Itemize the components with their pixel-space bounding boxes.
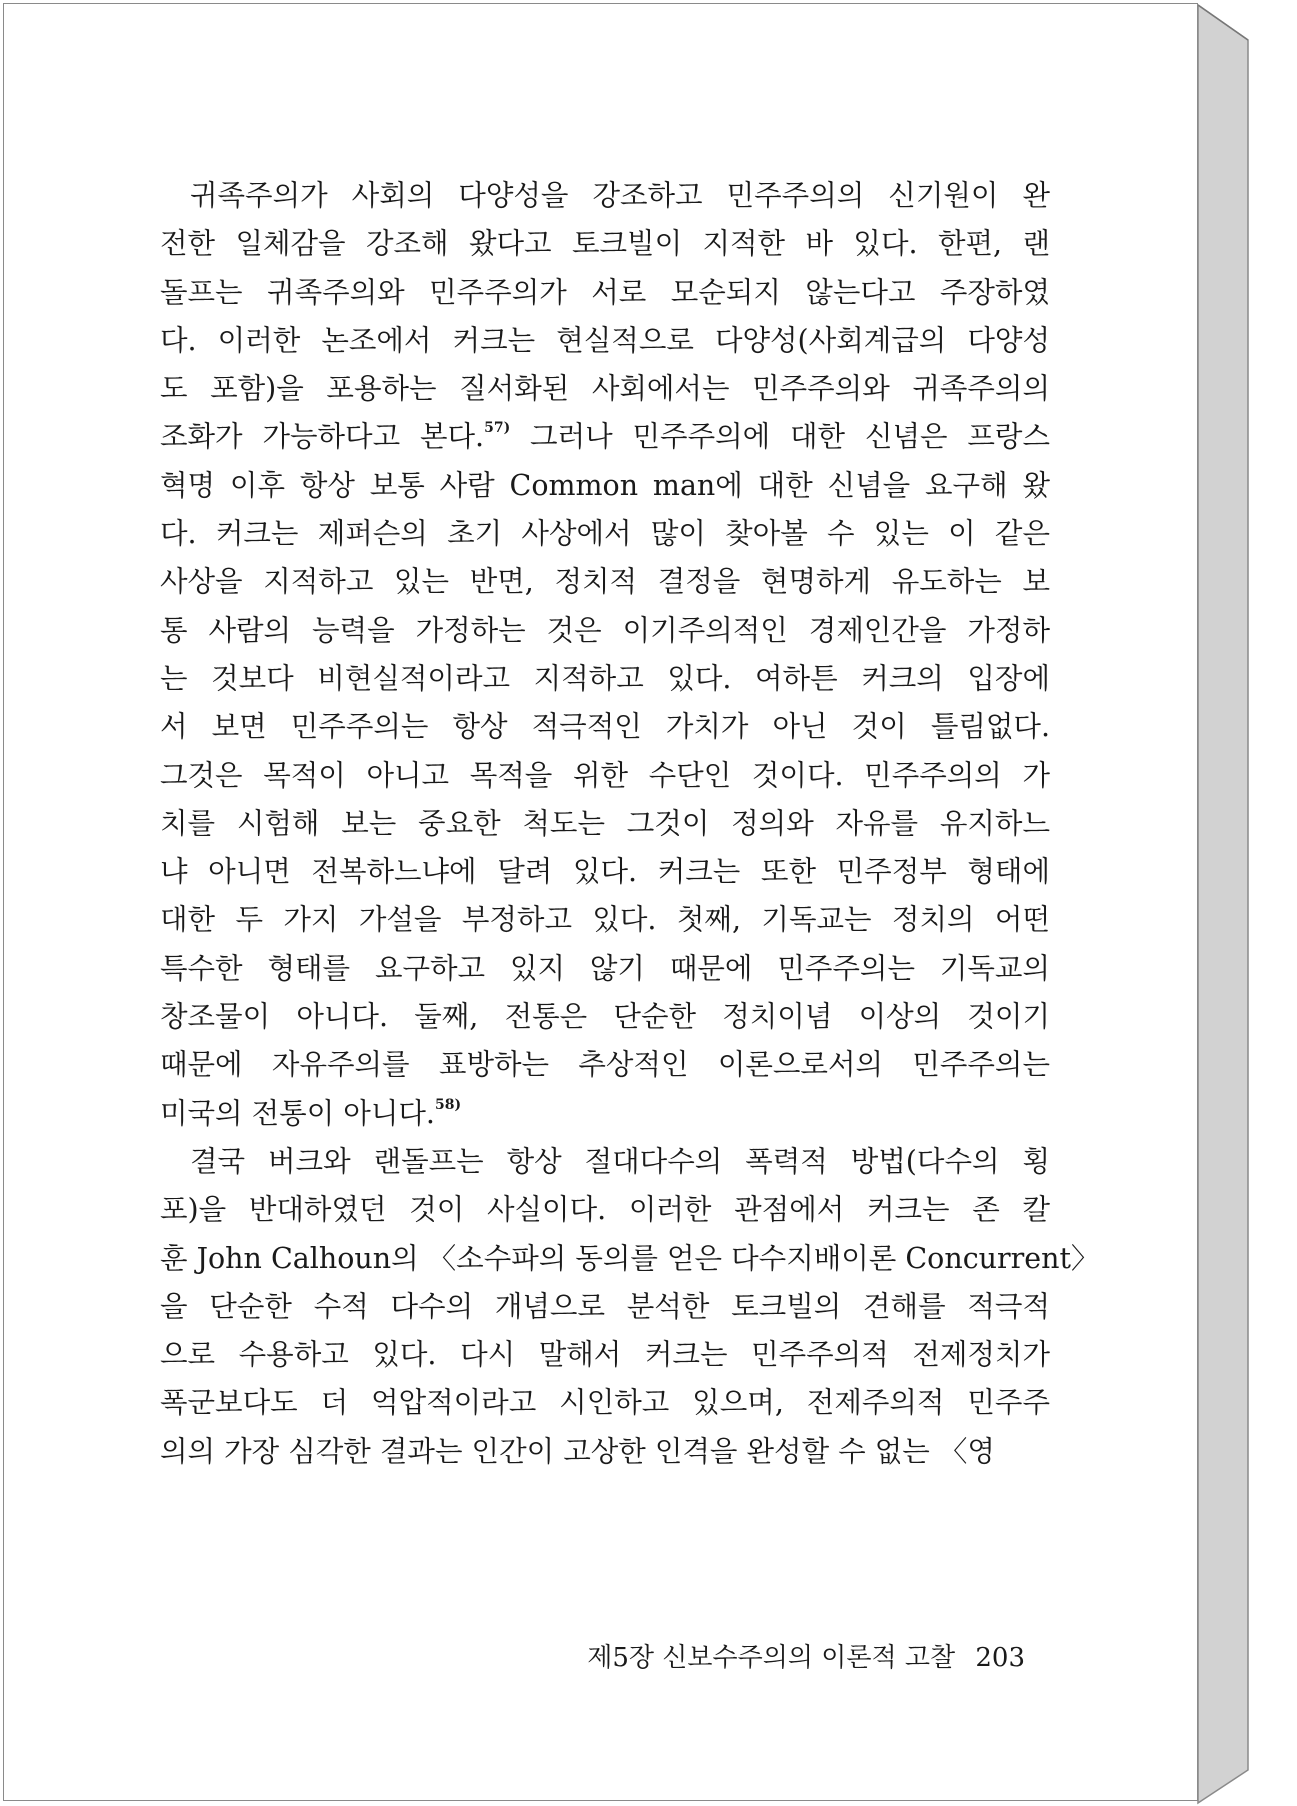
page-number: 203: [975, 1643, 1025, 1673]
text-line: 돌프는 귀족주의와 민주주의가 서로 모순되지 않는다고 주장하였: [160, 275, 1050, 309]
text-line: 창조물이 아니다. 둘째, 전통은 단순한 정치이념 이상의 것이기: [160, 1000, 1050, 1034]
text-line: 사상을 지적하고 있는 반면, 정치적 결정을 현명하게 유도하는 보: [160, 565, 1050, 599]
text-line: 결국 버크와 랜돌프는 항상 절대다수의 폭력적 방법(다수의 횡: [190, 1144, 1050, 1178]
text-line: 특수한 형태를 요구하고 있지 않기 때문에 민주주의는 기독교의: [160, 951, 1050, 985]
text-line: 훈 John Calhoun의 〈소수파의 동의를 얻은 다수지배이론 Concurrent〉: [160, 1241, 1100, 1275]
text-line: 냐 아니면 전복하느냐에 달려 있다. 커크는 또한 민주정부 형태에: [160, 855, 1050, 889]
text-line: 그것은 목적이 아니고 목적을 위한 수단인 것이다. 민주주의의 가: [160, 758, 1050, 792]
text-line: 는 것보다 비현실적이라고 지적하고 있다. 여하튼 커크의 입장에: [160, 661, 1050, 695]
footnote-ref[interactable]: 57): [484, 420, 511, 437]
text-line: 혁명 이후 항상 보통 사람 Common man에 대한 신념을 요구해 왔: [160, 468, 1050, 502]
text-line: 을 단순한 수적 다수의 개념으로 분석한 토크빌의 견해를 적극적: [160, 1289, 1050, 1323]
paragraph: [160, 172, 1050, 1138]
text-line: 귀족주의가 사회의 다양성을 강조하고 민주주의의 신기원이 완: [190, 179, 1050, 212]
text-line: 포)을 반대하였던 것이 사실이다. 이러한 관점에서 커크는 존 칼: [160, 1193, 1050, 1227]
text-line: 서 보면 민주주의는 항상 적극적인 가치가 아닌 것이 틀림없다.: [160, 710, 1050, 744]
text-line: 통 사람의 능력을 가정하는 것은 이기주의적인 경제인간을 가정하: [160, 613, 1050, 647]
text-line: 미국의 전통이 아니다.$^{58)}$: [160, 1096, 462, 1130]
paragraph: [160, 1138, 1100, 1476]
text-line: 도 포함)을 포용하는 질서화된 사회에서는 민주주의와 귀족주의의: [160, 372, 1050, 406]
text-line: 때문에 자유주의를 표방하는 추상적인 이론으로서의 민주주의는: [160, 1048, 1050, 1082]
text-line: 치를 시험해 보는 중요한 척도는 그것이 정의와 자유를 유지하느: [160, 806, 1050, 840]
text-line: 조화가 가능하다고 본다.$^{57)}$ 그러나 민주주의에 대한 신념은 프랑스: [160, 420, 1050, 454]
text-line: 폭군보다도 더 억압적이라고 시인하고 있으며, 전제주의적 민주주: [160, 1386, 1050, 1420]
text-line: 으로 수용하고 있다. 다시 말해서 커크는 민주주의적 전제정치가: [160, 1338, 1050, 1372]
running-footer: [587, 1637, 1025, 1674]
page-body: [160, 172, 1100, 1476]
text-line: 대한 두 가지 가설을 부정하고 있다. 첫째, 기독교는 정치의 어떤: [160, 903, 1050, 937]
text-line: 다. 커크는 제퍼슨의 초기 사상에서 많이 찾아볼 수 있는 이 같은: [160, 517, 1050, 551]
chapter-title: 제5장 신보수주의의 이론적 고찰: [587, 1643, 956, 1673]
text-line: 다. 이러한 논조에서 커크는 현실적으로 다양성(사회계급의 다양성: [160, 323, 1050, 357]
footnote-ref[interactable]: 58): [434, 1096, 462, 1113]
text-line: 전한 일체감을 강조해 왔다고 토크빌이 지적한 바 있다. 한편, 랜: [160, 227, 1050, 261]
text-line: 의의 가장 심각한 결과는 인간이 고상한 인격을 완성할 수 없는 〈영: [160, 1434, 995, 1468]
